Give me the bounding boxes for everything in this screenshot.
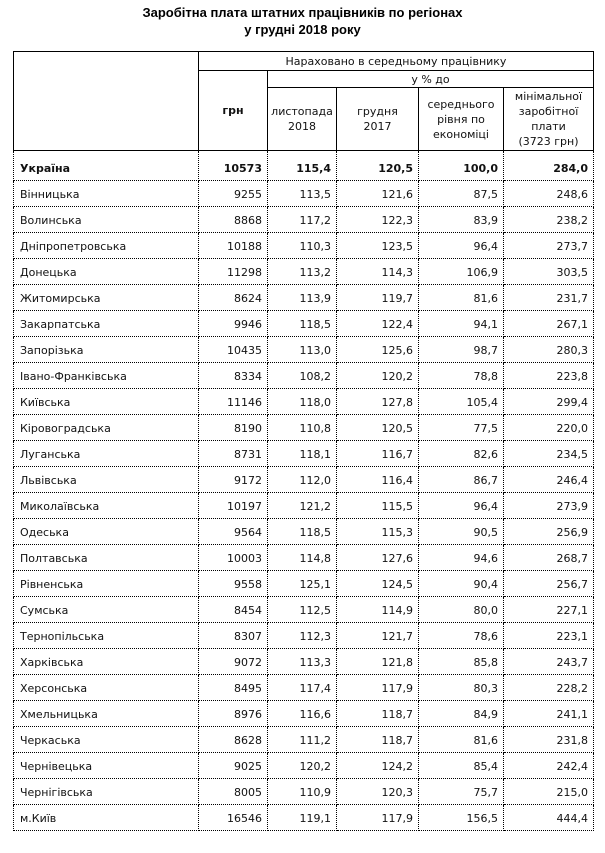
cell-dec2017: 122,3 <box>337 207 419 233</box>
cell-nov2018: 120,2 <box>268 753 337 779</box>
cell-region: Миколаївська <box>14 493 199 519</box>
table-row <box>14 753 594 779</box>
cell-dec2017: 117,9 <box>337 805 419 831</box>
cell-min-wage: 273,7 <box>504 233 594 259</box>
cell-region: Сумська <box>14 597 199 623</box>
cell-uah: 8454 <box>199 597 268 623</box>
cell-min-wage: 273,9 <box>504 493 594 519</box>
cell-nov2018: 110,3 <box>268 233 337 259</box>
cell-dec2017: 118,7 <box>337 701 419 727</box>
cell-nov2018: 117,4 <box>268 675 337 701</box>
cell-avg-economy: 85,8 <box>419 649 504 675</box>
cell-region: Івано-Франківська <box>14 363 199 389</box>
cell-uah: 10188 <box>199 233 268 259</box>
cell-region: Вінницька <box>14 181 199 207</box>
cell-dec2017: 115,3 <box>337 519 419 545</box>
cell-min-wage: 231,8 <box>504 727 594 753</box>
cell-nov2018: 114,8 <box>268 545 337 571</box>
cell-dec2017: 121,6 <box>337 181 419 207</box>
table-row <box>14 259 594 285</box>
cell-region: Полтавська <box>14 545 199 571</box>
cell-dec2017: 123,5 <box>337 233 419 259</box>
cell-nov2018: 117,2 <box>268 207 337 233</box>
cell-dec2017: 124,2 <box>337 753 419 779</box>
cell-min-wage: 223,1 <box>504 623 594 649</box>
cell-uah: 8307 <box>199 623 268 649</box>
cell-nov2018: 112,3 <box>268 623 337 649</box>
cell-region: Одеська <box>14 519 199 545</box>
cell-dec2017: 127,8 <box>337 389 419 415</box>
cell-min-wage: 243,7 <box>504 649 594 675</box>
table-row <box>14 805 594 831</box>
cell-avg-economy: 100,0 <box>419 151 504 181</box>
table-row <box>14 727 594 753</box>
cell-min-wage: 246,4 <box>504 467 594 493</box>
cell-uah: 8976 <box>199 701 268 727</box>
cell-uah: 9072 <box>199 649 268 675</box>
table-header <box>14 52 594 151</box>
cell-uah: 9255 <box>199 181 268 207</box>
cell-avg-economy: 83,9 <box>419 207 504 233</box>
cell-nov2018: 118,1 <box>268 441 337 467</box>
table-row <box>14 233 594 259</box>
cell-uah: 9025 <box>199 753 268 779</box>
cell-min-wage: 228,2 <box>504 675 594 701</box>
cell-min-wage: 299,4 <box>504 389 594 415</box>
cell-uah: 8731 <box>199 441 268 467</box>
table-row <box>14 519 594 545</box>
cell-nov2018: 113,3 <box>268 649 337 675</box>
cell-min-wage: 256,7 <box>504 571 594 597</box>
cell-avg-economy: 80,0 <box>419 597 504 623</box>
cell-dec2017: 115,5 <box>337 493 419 519</box>
cell-dec2017: 118,7 <box>337 727 419 753</box>
cell-uah: 10003 <box>199 545 268 571</box>
header-region <box>14 52 199 151</box>
cell-region: Луганська <box>14 441 199 467</box>
cell-region: Україна <box>14 151 199 181</box>
cell-region: Чернігівська <box>14 779 199 805</box>
table-row-total <box>14 151 594 181</box>
cell-uah: 10197 <box>199 493 268 519</box>
cell-uah: 11146 <box>199 389 268 415</box>
cell-region: Житомирська <box>14 285 199 311</box>
cell-uah: 10435 <box>199 337 268 363</box>
cell-uah: 8868 <box>199 207 268 233</box>
cell-dec2017: 116,7 <box>337 441 419 467</box>
cell-uah: 11298 <box>199 259 268 285</box>
cell-avg-economy: 78,6 <box>419 623 504 649</box>
cell-nov2018: 116,6 <box>268 701 337 727</box>
cell-uah: 8190 <box>199 415 268 441</box>
table-row <box>14 597 594 623</box>
table-body <box>14 151 594 831</box>
cell-dec2017: 120,3 <box>337 779 419 805</box>
table-row <box>14 285 594 311</box>
cell-dec2017: 116,4 <box>337 467 419 493</box>
cell-nov2018: 110,9 <box>268 779 337 805</box>
table-row <box>14 701 594 727</box>
cell-region: Рівненська <box>14 571 199 597</box>
cell-uah: 9558 <box>199 571 268 597</box>
cell-region: м.Київ <box>14 805 199 831</box>
table-row <box>14 441 594 467</box>
cell-min-wage: 215,0 <box>504 779 594 805</box>
cell-min-wage: 234,5 <box>504 441 594 467</box>
table-row <box>14 337 594 363</box>
table-row <box>14 675 594 701</box>
cell-nov2018: 119,1 <box>268 805 337 831</box>
cell-nov2018: 112,5 <box>268 597 337 623</box>
cell-dec2017: 120,5 <box>337 415 419 441</box>
cell-min-wage: 280,3 <box>504 337 594 363</box>
cell-avg-economy: 105,4 <box>419 389 504 415</box>
cell-uah: 9564 <box>199 519 268 545</box>
cell-uah: 10573 <box>199 151 268 181</box>
cell-nov2018: 113,9 <box>268 285 337 311</box>
cell-dec2017: 117,9 <box>337 675 419 701</box>
cell-dec2017: 114,3 <box>337 259 419 285</box>
cell-region: Харківська <box>14 649 199 675</box>
table-row <box>14 311 594 337</box>
header-avg-economy: середнього рівня по економіці <box>419 88 504 151</box>
cell-dec2017: 124,5 <box>337 571 419 597</box>
cell-avg-economy: 85,4 <box>419 753 504 779</box>
wage-table <box>13 51 594 831</box>
cell-avg-economy: 96,4 <box>419 233 504 259</box>
cell-avg-economy: 78,8 <box>419 363 504 389</box>
cell-nov2018: 113,5 <box>268 181 337 207</box>
cell-dec2017: 120,2 <box>337 363 419 389</box>
table-row <box>14 649 594 675</box>
cell-region: Донецька <box>14 259 199 285</box>
cell-region: Волинська <box>14 207 199 233</box>
table-row <box>14 571 594 597</box>
header-group: Нараховано в середньому працівнику <box>199 52 594 71</box>
cell-dec2017: 119,7 <box>337 285 419 311</box>
cell-min-wage: 256,9 <box>504 519 594 545</box>
cell-min-wage: 303,5 <box>504 259 594 285</box>
table-row <box>14 415 594 441</box>
cell-region: Кіровоградська <box>14 415 199 441</box>
cell-dec2017: 120,5 <box>337 151 419 181</box>
cell-nov2018: 125,1 <box>268 571 337 597</box>
cell-avg-economy: 90,5 <box>419 519 504 545</box>
header-subgroup: у % до <box>268 71 594 88</box>
cell-avg-economy: 156,5 <box>419 805 504 831</box>
cell-nov2018: 110,8 <box>268 415 337 441</box>
cell-avg-economy: 90,4 <box>419 571 504 597</box>
cell-uah: 16546 <box>199 805 268 831</box>
cell-dec2017: 121,8 <box>337 649 419 675</box>
table-row <box>14 779 594 805</box>
cell-avg-economy: 81,6 <box>419 285 504 311</box>
table-row <box>14 493 594 519</box>
cell-min-wage: 444,4 <box>504 805 594 831</box>
cell-dec2017: 122,4 <box>337 311 419 337</box>
table-row <box>14 623 594 649</box>
cell-avg-economy: 96,4 <box>419 493 504 519</box>
table-row <box>14 467 594 493</box>
cell-avg-economy: 77,5 <box>419 415 504 441</box>
table-row <box>14 545 594 571</box>
cell-dec2017: 125,6 <box>337 337 419 363</box>
cell-region: Запорізька <box>14 337 199 363</box>
cell-nov2018: 118,0 <box>268 389 337 415</box>
cell-region: Хмельницька <box>14 701 199 727</box>
cell-min-wage: 241,1 <box>504 701 594 727</box>
cell-avg-economy: 98,7 <box>419 337 504 363</box>
cell-uah: 9172 <box>199 467 268 493</box>
cell-dec2017: 114,9 <box>337 597 419 623</box>
cell-min-wage: 242,4 <box>504 753 594 779</box>
cell-nov2018: 118,5 <box>268 519 337 545</box>
cell-nov2018: 113,2 <box>268 259 337 285</box>
cell-min-wage: 223,8 <box>504 363 594 389</box>
cell-min-wage: 238,2 <box>504 207 594 233</box>
cell-avg-economy: 80,3 <box>419 675 504 701</box>
header-nov2018: листопада 2018 <box>268 88 337 151</box>
cell-min-wage: 248,6 <box>504 181 594 207</box>
cell-uah: 8495 <box>199 675 268 701</box>
cell-nov2018: 121,2 <box>268 493 337 519</box>
cell-uah: 8005 <box>199 779 268 805</box>
cell-region: Львівська <box>14 467 199 493</box>
table-row <box>14 389 594 415</box>
cell-avg-economy: 94,1 <box>419 311 504 337</box>
cell-min-wage: 231,7 <box>504 285 594 311</box>
header-dec2017: грудня 2017 <box>337 88 419 151</box>
cell-uah: 8628 <box>199 727 268 753</box>
header-min-wage: мінімальної заробітної плати (3723 грн) <box>504 88 594 151</box>
cell-avg-economy: 106,9 <box>419 259 504 285</box>
cell-region: Тернопільська <box>14 623 199 649</box>
cell-region: Закарпатська <box>14 311 199 337</box>
cell-nov2018: 118,5 <box>268 311 337 337</box>
cell-dec2017: 127,6 <box>337 545 419 571</box>
cell-avg-economy: 87,5 <box>419 181 504 207</box>
cell-uah: 8334 <box>199 363 268 389</box>
header-uah: грн <box>199 71 268 151</box>
cell-avg-economy: 75,7 <box>419 779 504 805</box>
cell-dec2017: 121,7 <box>337 623 419 649</box>
table-row <box>14 181 594 207</box>
table-row <box>14 207 594 233</box>
cell-min-wage: 227,1 <box>504 597 594 623</box>
cell-nov2018: 113,0 <box>268 337 337 363</box>
cell-min-wage: 284,0 <box>504 151 594 181</box>
cell-region: Дніпропетровська <box>14 233 199 259</box>
cell-nov2018: 112,0 <box>268 467 337 493</box>
cell-avg-economy: 84,9 <box>419 701 504 727</box>
cell-min-wage: 267,1 <box>504 311 594 337</box>
cell-avg-economy: 86,7 <box>419 467 504 493</box>
cell-region: Чернівецька <box>14 753 199 779</box>
table-row <box>14 363 594 389</box>
cell-uah: 8624 <box>199 285 268 311</box>
cell-min-wage: 268,7 <box>504 545 594 571</box>
cell-nov2018: 111,2 <box>268 727 337 753</box>
page-subtitle: у грудні 2018 року <box>244 22 361 37</box>
cell-avg-economy: 94,6 <box>419 545 504 571</box>
cell-min-wage: 220,0 <box>504 415 594 441</box>
cell-nov2018: 115,4 <box>268 151 337 181</box>
cell-avg-economy: 82,6 <box>419 441 504 467</box>
cell-region: Черкаська <box>14 727 199 753</box>
cell-avg-economy: 81,6 <box>419 727 504 753</box>
cell-uah: 9946 <box>199 311 268 337</box>
cell-region: Херсонська <box>14 675 199 701</box>
page-title: Заробітна плата штатних працівників по регіонах <box>142 5 463 20</box>
cell-region: Київська <box>14 389 199 415</box>
cell-nov2018: 108,2 <box>268 363 337 389</box>
